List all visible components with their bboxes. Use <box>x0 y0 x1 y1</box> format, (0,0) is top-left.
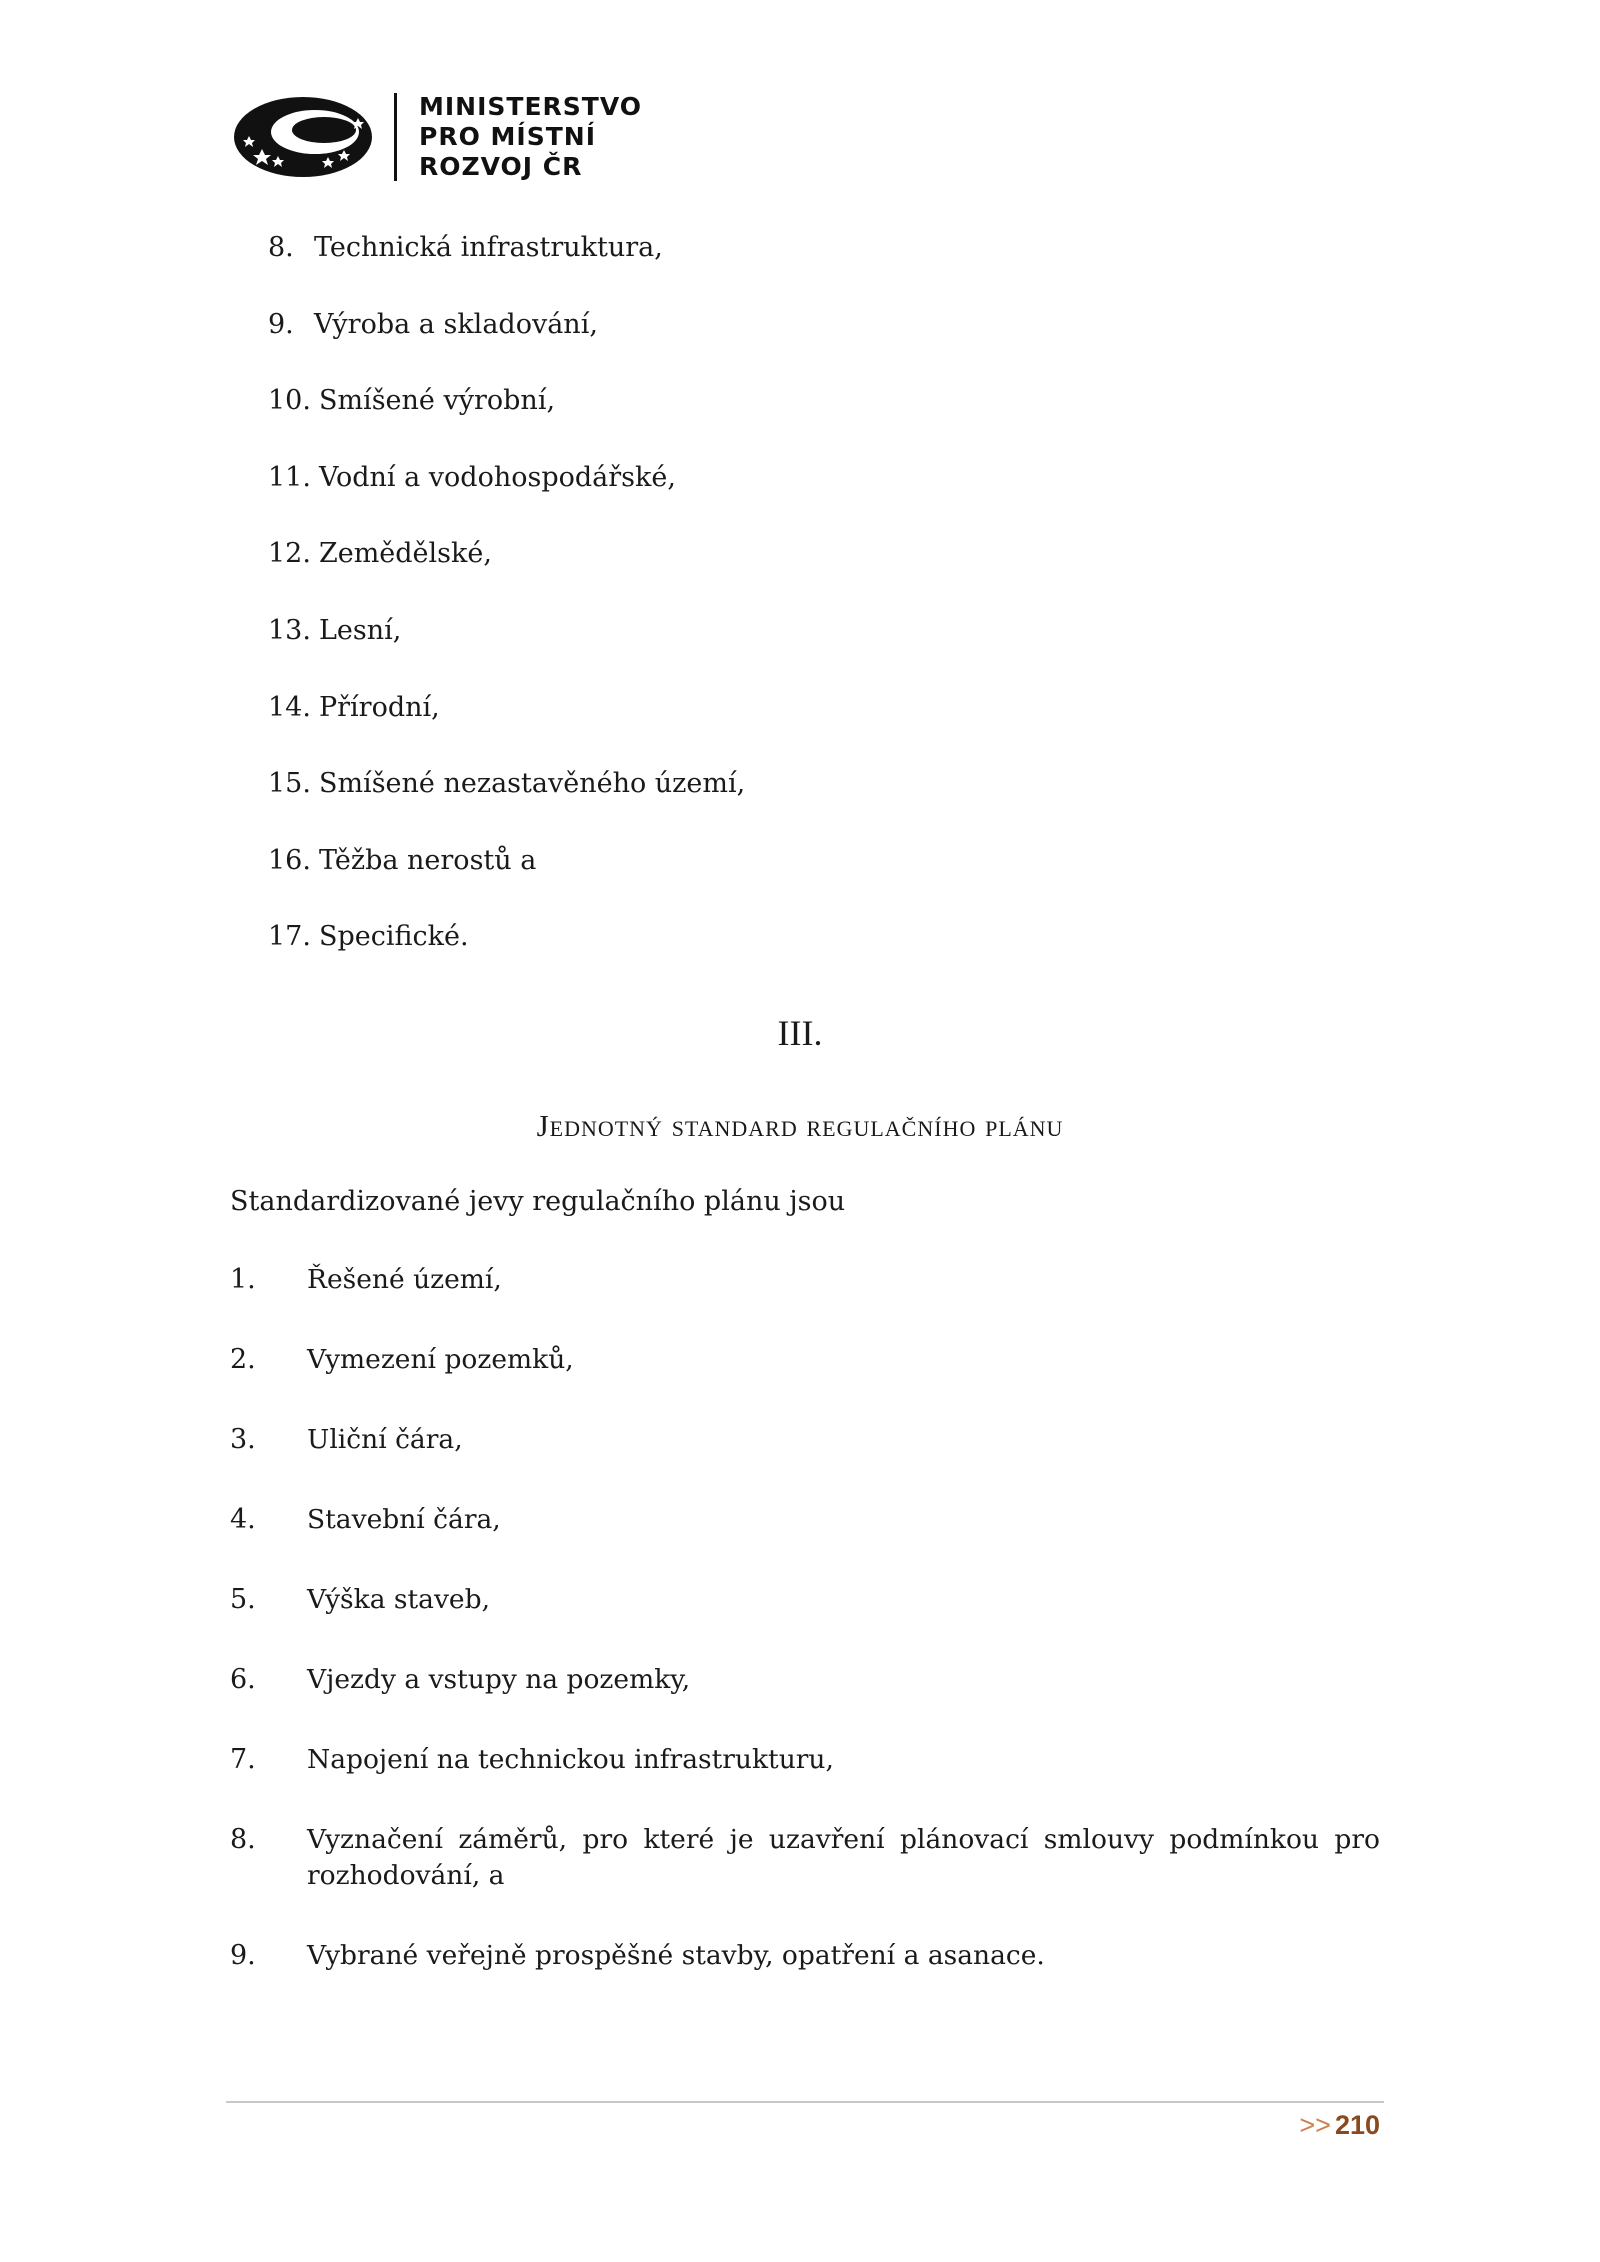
item-text: Výška staveb, <box>307 1584 491 1615</box>
logo-divider <box>394 93 397 181</box>
item-text: Uliční čára, <box>307 1424 463 1455</box>
list-item <box>268 921 745 998</box>
item-number: 16. <box>268 844 311 876</box>
org-name-line: MINISTERSTVO <box>419 92 643 121</box>
item-number: 2. <box>230 1344 256 1375</box>
list-item <box>230 1822 1380 1894</box>
list-item <box>230 1938 1380 1974</box>
item-number: 9. <box>230 1940 256 1971</box>
list-item <box>268 768 745 845</box>
item-text: Přírodní, <box>318 691 440 723</box>
organization-name <box>419 92 642 182</box>
list-item <box>268 232 745 309</box>
intro-paragraph: Standardizované jevy regulačního plánu jsou <box>230 1186 846 1217</box>
page-arrows: >> <box>1299 2110 1331 2140</box>
list-item <box>230 1342 1380 1378</box>
item-number: 11. <box>268 461 311 493</box>
item-text: Stavební čára, <box>307 1504 501 1535</box>
item-text: Technická infrastruktura, <box>314 232 663 263</box>
section-title: Jednotný standard regulačního plánu <box>536 1108 1064 1143</box>
list-item <box>268 692 745 769</box>
list-item <box>268 309 745 386</box>
item-number: 4. <box>230 1504 256 1535</box>
item-number: 1. <box>230 1264 256 1295</box>
item-number: 3. <box>230 1424 256 1455</box>
page-number <box>1299 2110 1380 2141</box>
item-text: Smíšené nezastavěného území, <box>318 768 746 800</box>
item-number: 15. <box>268 768 311 800</box>
item-number: 14. <box>268 691 311 723</box>
list-item <box>230 1582 1380 1618</box>
item-text: Lesní, <box>318 614 402 646</box>
item-text: Výroba a skladování, <box>314 308 598 340</box>
footer-divider <box>226 2101 1384 2103</box>
item-text: Vjezdy a vstupy na pozemky, <box>307 1664 691 1695</box>
item-number: 9. <box>268 308 294 340</box>
regulatory-plan-phenomena-list <box>230 1262 1380 2018</box>
item-text: Napojení na technickou infrastrukturu, <box>307 1744 834 1775</box>
item-text: Těžba nerostů a <box>318 844 537 876</box>
page-header <box>232 92 642 182</box>
list-item <box>230 1262 1380 1298</box>
item-text: Vymezení pozemků, <box>307 1344 574 1375</box>
org-name-line: PRO MÍSTNÍ <box>419 122 596 151</box>
list-item <box>268 615 745 692</box>
item-number: 8. <box>230 1824 256 1855</box>
list-item <box>268 385 745 462</box>
item-number: 5. <box>230 1584 256 1615</box>
list-item <box>268 538 745 615</box>
item-text: Vyznačení záměrů, pro které je uzavření plánovací smlouvy podmínkou pro rozhodování, a <box>307 1824 1380 1891</box>
item-text: Řešené území, <box>307 1264 502 1295</box>
list-item <box>268 462 745 539</box>
item-text: Vybrané veřejně prospěšné stavby, opatření a asanace. <box>307 1940 1045 1971</box>
item-number: 8. <box>268 232 294 263</box>
land-use-list <box>268 232 745 998</box>
item-number: 7. <box>230 1744 256 1775</box>
item-number: 13. <box>268 614 311 646</box>
item-number: 17. <box>268 921 311 953</box>
item-number: 10. <box>268 385 311 417</box>
item-text: Smíšené výrobní, <box>318 385 556 417</box>
page-number-value: 210 <box>1334 2110 1380 2140</box>
list-item <box>230 1422 1380 1458</box>
list-item <box>230 1742 1380 1778</box>
item-number: 12. <box>268 538 311 570</box>
section-number: III. <box>777 1013 823 1053</box>
list-item <box>268 845 745 922</box>
org-name-line: ROZVOJ ČR <box>419 152 583 181</box>
item-text: Specifické. <box>318 921 469 953</box>
ministry-logo-icon <box>232 94 374 180</box>
item-number: 6. <box>230 1664 256 1695</box>
item-text: Zemědělské, <box>318 538 492 570</box>
item-text: Vodní a vodohospodářské, <box>318 461 676 493</box>
list-item <box>230 1662 1380 1698</box>
list-item <box>230 1502 1380 1538</box>
